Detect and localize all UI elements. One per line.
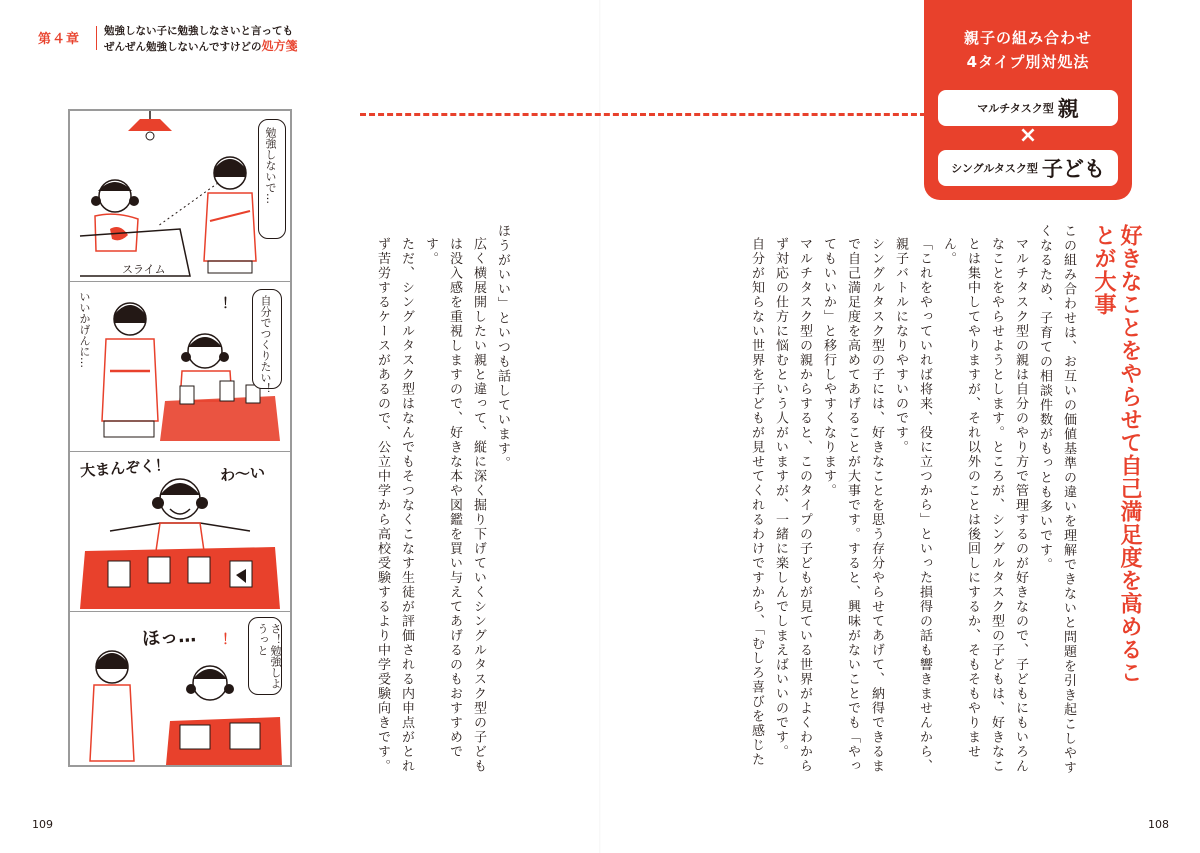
child-pigtail-right — [219, 352, 229, 362]
page-number-left: 109 — [32, 818, 53, 831]
type-pill-parent — [938, 90, 1118, 126]
cup-2 — [148, 557, 170, 583]
bubble-text-1: 勉強しないで… — [264, 127, 277, 204]
page-gutter — [599, 0, 601, 853]
red-table — [160, 396, 280, 441]
chapter-divider — [96, 26, 97, 50]
shout-left: 大まんぞく！ — [79, 455, 171, 481]
chapter-title-accent: 処方箋 — [261, 39, 298, 53]
child-body — [156, 523, 204, 551]
child-pigtail-right — [224, 684, 234, 694]
comic-panel-4 — [70, 611, 290, 765]
comic-strip — [68, 109, 292, 767]
child-arms — [110, 523, 250, 531]
chapter-title — [104, 24, 324, 55]
comic-panel-2 — [70, 281, 290, 451]
tab-title-line2: 4タイプ別対処法 — [966, 53, 1090, 71]
tab-title-line1: 親子の組み合わせ — [963, 29, 1092, 47]
panel-1-drawing — [70, 111, 290, 281]
child-pigtail-left — [186, 684, 196, 694]
left-paragraph-2: 広く横展開したい親と違って、縦に深く掘り下げていくシングルタスク型の子どもは没入感を重視しますので、好きな本や図鑑を買い与えてあげるのもおすすめです。 — [423, 237, 486, 774]
cup-3 — [188, 557, 210, 583]
cup-1 — [180, 386, 194, 404]
exclaim-mark-4: ！ — [222, 632, 236, 648]
pill-child-type: シングルタスク型 — [951, 162, 1038, 175]
right-paragraph-1: この組み合わせは、お互いの価値基準の違いを理解できないと問題を引き起こしやすくなるため、子育ての相談件数がもっとも多いです。 — [1037, 224, 1076, 775]
page-number-right: 108 — [1148, 818, 1169, 831]
cup-1 — [108, 561, 130, 587]
notebook-1 — [180, 725, 210, 749]
child-pigtail-right — [129, 196, 139, 206]
mom-speech: いいかげんに… — [78, 291, 91, 368]
lamp-shade — [128, 119, 172, 131]
mom-skirt — [208, 261, 252, 273]
section-heading: 好きなことをやらせて自己満足度を高めることが大事 — [1091, 224, 1142, 684]
bubble-text-4: さ！勉強しようっと — [256, 623, 282, 689]
pill-child-word: 子ども — [1041, 157, 1105, 181]
gaze-line — [158, 183, 218, 226]
mom-body — [102, 339, 158, 421]
chapter-title-line1: 勉強しない子に勉強しなさいと言っても — [104, 25, 293, 37]
mom-body — [90, 685, 134, 761]
mom-body — [204, 193, 256, 261]
right-paragraph-6: 自分が知らない世界を子どもが見せてくれるわけですから、「むしろ喜びを感じた — [749, 237, 764, 767]
left-paragraph-1: ほうがいい」といつも話しています。 — [495, 224, 510, 471]
comic-panel-1 — [70, 111, 290, 281]
right-paragraph-5: マルチタスク型の親からすると、このタイプの子どもが見ている世界がよくわからず対応の仕方に悩むという人がいますが、一緒に楽しんでしまえばいいのです。 — [773, 237, 812, 774]
child-pigtail-right — [196, 497, 208, 509]
child-pigtail-left — [152, 497, 164, 509]
right-paragraph-4: シングルタスク型の子には、好きなことを思う存分やらせてあげて、納得できるまで自己満足度を高めてあげることが大事です。すると、興味がないことでも「やってもいいか」と移行しやすくなります。 — [821, 237, 884, 774]
dashed-rule — [360, 113, 935, 116]
left-paragraph-3: ただ、シングルタスク型はなんでもそつなくこなす生徒が評価される内申点がとれず苦労するケースがあるので、公立中学から高校受験するより中学受験向きです。 — [375, 237, 414, 774]
section-tab — [924, 0, 1132, 200]
exclaim-mark-2: ！ — [222, 296, 236, 312]
bubble-text-2: 自分でつくりたい！ — [259, 295, 272, 394]
cup-2 — [220, 381, 234, 401]
chapter-title-line2 — [104, 39, 324, 55]
mom-skirt — [104, 421, 154, 437]
child-pigtail-left — [181, 352, 191, 362]
times-symbol: × — [1018, 123, 1038, 148]
sigh-text: ほっ… — [141, 625, 197, 650]
left-body-text — [364, 224, 514, 784]
type-pill-child — [938, 150, 1118, 186]
chapter-label: 第４章 — [38, 32, 81, 47]
lamp-bulb — [146, 132, 154, 140]
notebook-2 — [230, 723, 260, 749]
chapter-title-line2-text: ぜんぜん勉強しないんですけどの — [104, 41, 262, 53]
tab-title — [924, 26, 1132, 74]
pill-parent-type: マルチタスク型 — [977, 102, 1054, 115]
pill-parent-word: 親 — [1057, 97, 1079, 121]
right-body-text — [698, 224, 1080, 784]
child-pigtail-left — [91, 196, 101, 206]
right-paragraph-3: 「これをやっていれば将来、役に立つから」といった損得の話も響きませんから、親子バトルになりやすいのです。 — [893, 237, 932, 774]
slime-label: スライム — [122, 263, 166, 276]
child-hair — [98, 182, 132, 191]
shout-right: わ〜い — [219, 463, 266, 485]
child-smile — [170, 509, 190, 514]
comic-panel-3 — [70, 451, 290, 611]
mom-arms — [210, 211, 250, 221]
right-paragraph-2: マルチタスク型の親は自分のやり方で管理するのが好きなので、子どもにもいろんなことをやらせようとします。ところが、シングルタスク型の子どもは、好きなことは集中してやりますが、それ以外のことは後回しにするか、そもそもやりません。 — [941, 237, 1028, 774]
